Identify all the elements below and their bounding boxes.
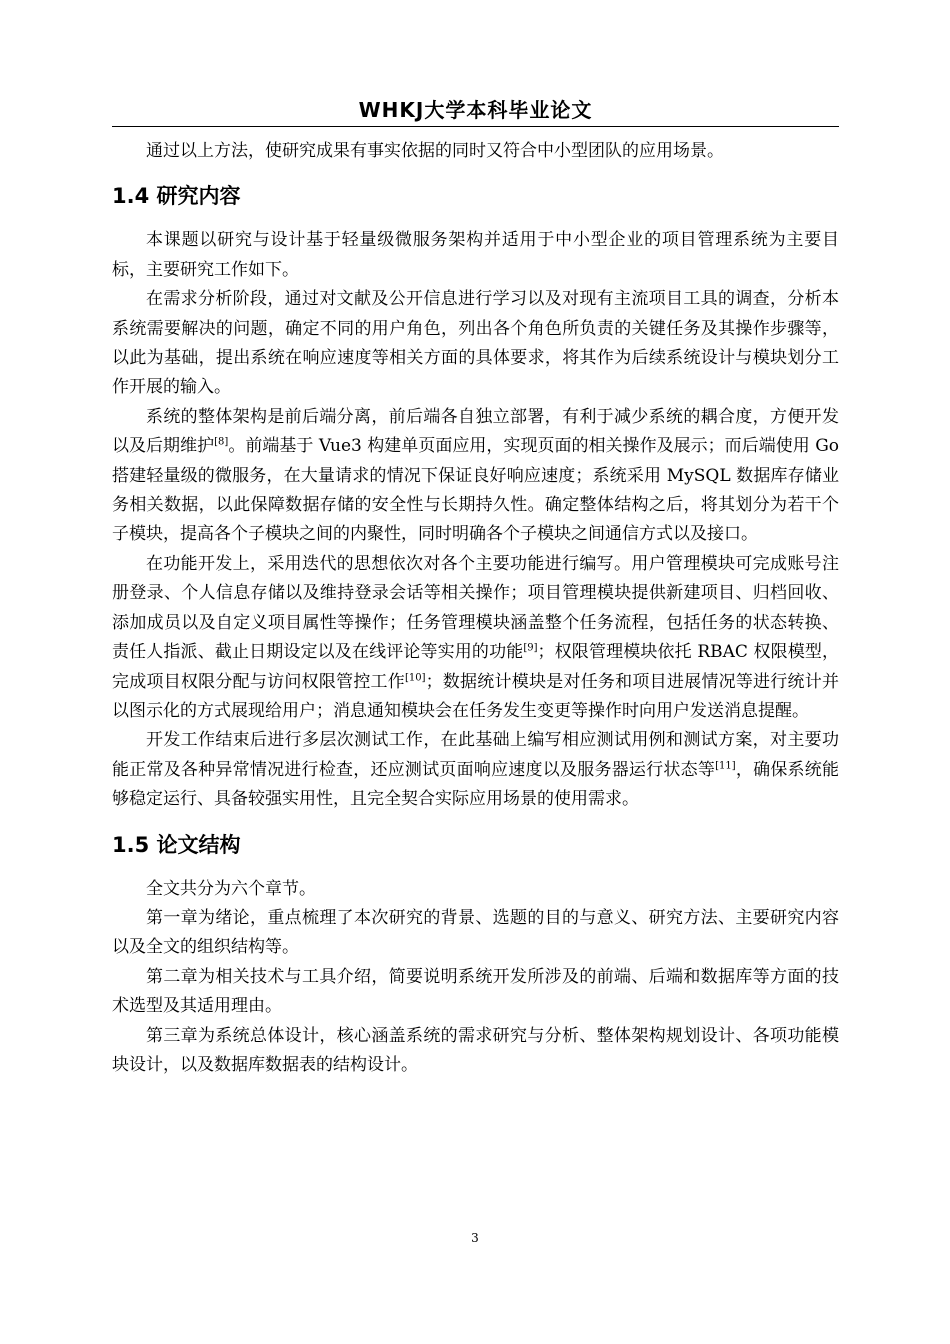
paragraph: 本课题以研究与设计基于轻量级微服务架构并适用于中小型企业的项目管理系统为主要目标，主要研究工作如下。 (112, 230, 839, 280)
paragraph-text: ，确保系统能够稳定运行、具备较强实用性，且完全契合实际应用场景的使用需求。 (112, 759, 840, 810)
paragraph: 第一章为绪论，重点梳理了本次研究的背景、选题的目的与意义、研究方法、主要研究内容以及全文的组织结构等。 (112, 907, 839, 958)
paragraph (112, 726, 839, 814)
paragraph-text: 在功能开发上，采用迭代的思想依次对各个主要功能进行编写。用户管理模块可完成账号注册登录、个人信息存储以及维持登录会话等相关操作；项目管理模块提供新建项目、归档回收、添加成员以及自定义项目属性等操作；任务管理模块涵盖整个任务流程，包括任务的状态转换、责任人指派、截止日期设定以及在线评论等实用的功能 (112, 553, 839, 663)
intro-paragraph: 通过以上方法，使研究成果有事实依据的同时又符合中小型团队的应用场景。 (146, 141, 724, 161)
section-heading-1-4: 1.4 研究内容 (112, 184, 241, 209)
page-number: 3 (471, 1231, 479, 1245)
paragraph-text: ；数据统计模块是对任务和项目进展情况等进行统计并以图示化的方式展现给用户；消息通知模块会在任务发生变更等操作时向用户发送消息提醒。 (112, 671, 840, 721)
paragraph: 第二章为相关技术与工具介绍，简要说明系统开发所涉及的前端、后端和数据库等方面的技术选型及其适用理由。 (112, 966, 839, 1017)
paragraph (112, 403, 839, 550)
paragraph-text: 。前端基于 Vue3 构建单页面应用，实现页面的相关操作及展示；而后端使用 Go 搭建轻量级的微服务，在大量请求的情况下保证良好响应速度；系统采用 MySQL 数据库存储业务相关数据，以此保障数据存储的安全性与长期持久性。确定整体结构之后，将其划分为若干个子模块，提高各个子模块之间的内聚性，同时明确各个子模块之间通信方式以及接口。 (112, 436, 840, 545)
citation: [10] (405, 671, 426, 683)
header-title: WHKJ大学本科毕业论文 (358, 98, 593, 122)
paragraph-text: 系统的整体架构是前后端分离，前后端各自独立部署，有利于减少系统的耦合度，方便开发以及后期维护 (112, 406, 839, 457)
paragraph-text: 开发工作结束后进行多层次测试工作，在此基础上编写相应测试用例和测试方案，对主要功能正常及各种异常情况进行检查，还应测试页面响应速度以及服务器运行状态等 (112, 730, 839, 780)
citation: [9] (523, 642, 538, 654)
page-header (112, 90, 839, 127)
paragraph: 在需求分析阶段，通过对文献及公开信息进行学习以及对现有主流项目工具的调查，分析本系统需要解决的问题，确定不同的用户角色，列出各个角色所负责的关键任务及其操作步骤等，以此为基础，提出系统在响应速度等相关方面的具体要求，将其作为后续系统设计与模块划分工作开展的输入。 (112, 289, 839, 398)
paragraph (112, 550, 839, 726)
section-heading-1-5: 1.5 论文结构 (112, 832, 241, 857)
paragraph-text: ；权限管理模块依托 RBAC 权限模型，完成项目权限分配与访问权限管控工作 (112, 642, 840, 692)
citation: [11] (715, 760, 736, 772)
paragraph: 全文共分为六个章节。 (146, 878, 316, 899)
citation: [8] (214, 436, 229, 448)
paragraph: 第三章为系统总体设计，核心涵盖系统的需求研究与分析、整体架构规划设计、各项功能模块设计，以及数据库数据表的结构设计。 (112, 1025, 839, 1075)
page-body (112, 137, 839, 1080)
